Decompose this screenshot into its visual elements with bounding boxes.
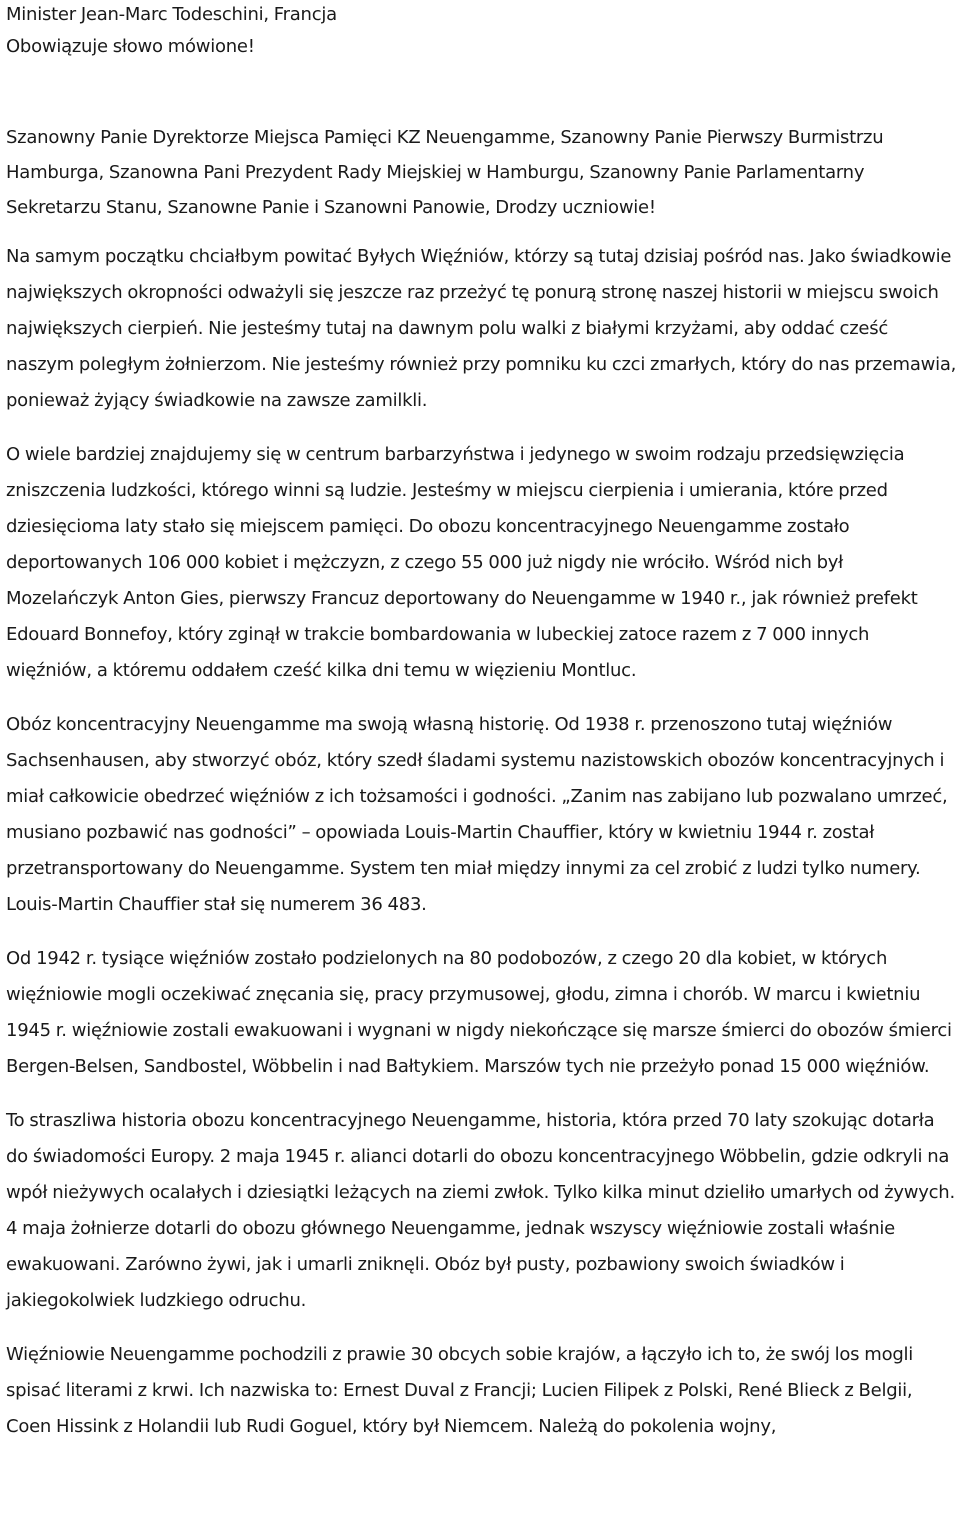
paragraph-welcome-former-prisoners: Na samym początku chciałbym powitać Byłych Więźniów, którzy są tutaj dzisiaj pośród nas. Jako świadkowie największych okropności odważyli się jeszcze raz przeżyć tę ponurą stronę naszej historii w miejscu swoich największych cierpień. Nie jesteśmy tutaj na dawnym polu walki z białymi krzyżami, aby oddać cześć naszym poległym żołnierzom. Nie jesteśmy również przy pomniku ku czci zmarłych, który do nas przemawia, ponieważ żyjący świadkowie na zawsze zamilkli. [6,246,957,411]
paragraph-subcamps: Od 1942 r. tysiące więźniów zostało podzielonych na 80 podobozów, z czego 20 dla kobiet, w których więźniowie mogli oczekiwać znęcania się, pracy przymusowej, głodu, zimna i chorób. W marcu i kwietniu 1945 r. więźniowie zostali ewakuowani i wygnani w nigdy niekończące się marsze śmierci do obozów śmierci Bergen-Belsen, Sandbostel, Wöbbelin i nad Bałtykiem. Marszów tych nie przeżyło ponad 15 000 więźniów. [6,948,952,1077]
spoken-word-note: Obowiązuje słowo mówione! [6,36,255,57]
paragraph-greeting: Szanowny Panie Dyrektorze Miejsca Pamięci KZ Neuengamme, Szanowny Panie Pierwszy Burmistrzu Hamburga, Szanowna Pani Prezydent Rady Miejskiej w Hamburgu, Szanowny Panie Parlamentarny Sekretarzu Stanu, Szanowne Panie i Szanowni Panowie, Drodzy uczniowie! [6,127,884,218]
paragraph-prisoner-origins: Więźniowie Neuengamme pochodzili z prawie 30 obcych sobie krajów, a łączyło ich to, że swój los mogli spisać literami z krwi. Ich nazwiska to: Ernest Duval z Francji; Lucien Filipek z Polski, René Blieck z Belgii, Coen Hissink z Holandii lub Rudi Goguel, który był Niemcem. Należą do pokolenia wojny, [6,1344,914,1437]
speech-document [6,0,958,1445]
paragraph-camp-history: Obóz koncentracyjny Neuengamme ma swoją własną historię. Od 1938 r. przenoszono tutaj więźniów Sachsenhausen, aby stworzyć obóz, który szedł śladami systemu nazistowskich obozów koncentracyjnych i miał całkowicie obedrzeć więźniów z ich tożsamości i godności. „Zanim nas zabijano lub pozwalano umrzeć, musiano pozbawić nas godności” – opowiada Louis-Martin Chauffier, który w kwietniu 1944 r. został przetransportowany do Neuengamme. System ten miał między innymi za cel zrobić z ludzi tylko numery. Louis-Martin Chauffier stał się numerem 36 483. [6,714,948,915]
paragraph-liberation: To straszliwa historia obozu koncentracyjnego Neuengamme, historia, która przed 70 laty szokując dotarła do świadomości Europy. 2 maja 1945 r. alianci dotarli do obozu koncentracyjnego Wöbbelin, gdzie odkryli na wpół nieżywych ocalałych i dziesiątki leżących na ziemi zwłok. Tylko kilka minut dzieliło umarłych od żywych. 4 maja żołnierze dotarli do obozu głównego Neuengamme, jednak wszyscy więźniowie zostali właśnie ewakuowani. Zarówno żywi, jak i umarli zniknęli. Obóz był pusty, pozbawiony swoich świadków i jakiegokolwiek ludzkiego odruchu. [6,1110,955,1311]
speaker-heading: Minister Jean-Marc Todeschini, Francja [6,4,337,25]
paragraph-barbarism: O wiele bardziej znajdujemy się w centrum barbarzyństwa i jedynego w swoim rodzaju przedsięwzięcia zniszczenia ludzkości, którego winni są ludzie. Jesteśmy w miejscu cierpienia i umierania, które przed dziesięcioma laty stało się miejscem pamięci. Do obozu koncentracyjnego Neuengamme zostało deportowanych 106 000 kobiet i mężczyzn, z czego 55 000 już nigdy nie wróciło. Wśród nich był Mozelańczyk Anton Gies, pierwszy Francuz deportowany do Neuengamme w 1940 r., jak również prefekt Edouard Bonnefoy, który zginął w trakcie bombardowania w lubeckiej zatoce razem z 7 000 innych więźniów, a któremu oddałem cześć kilka dni temu w więzieniu Montluc. [6,444,918,681]
